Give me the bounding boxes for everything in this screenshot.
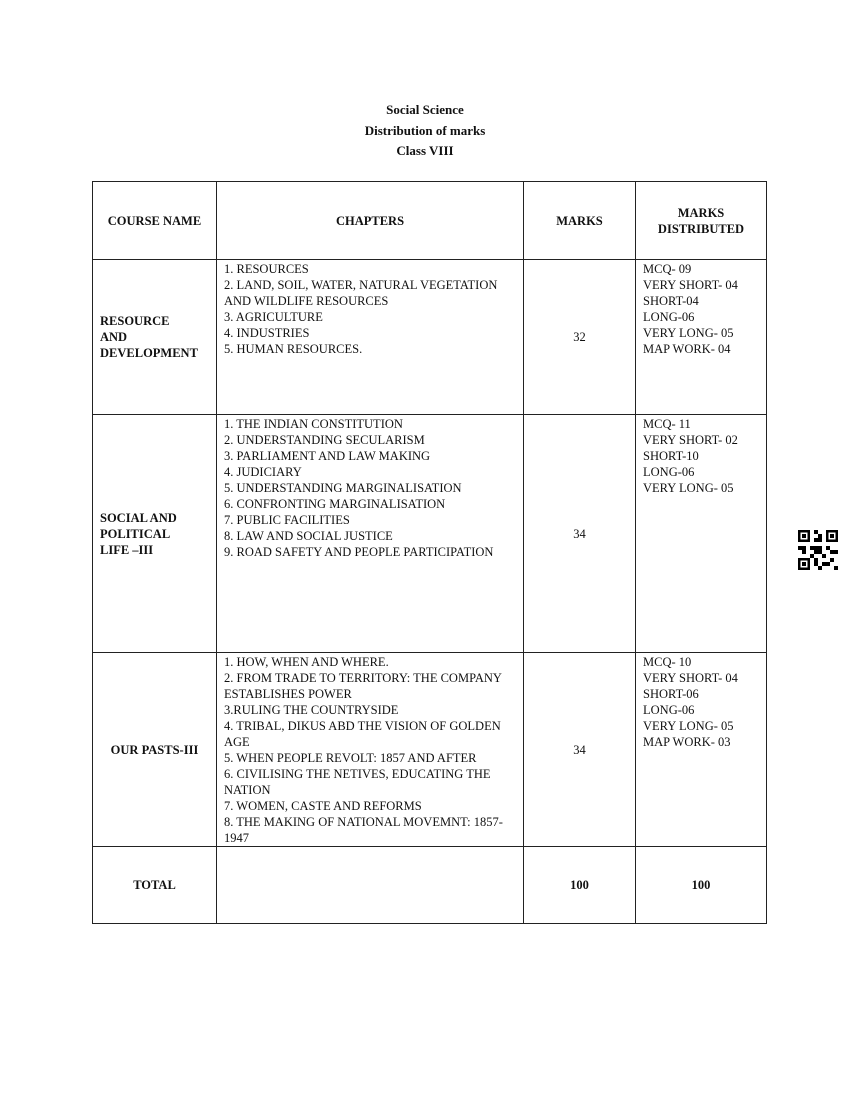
marks-distribution-table	[92, 181, 767, 924]
chapters-cell	[217, 260, 524, 415]
distribution-item: SHORT-10	[643, 449, 699, 463]
distribution-item: SHORT-04	[643, 294, 699, 308]
distribution-item: MAP WORK- 04	[643, 342, 731, 356]
chapter-item: 1. THE INDIAN CONSTITUTION	[224, 417, 403, 431]
distribution-cell	[636, 260, 767, 415]
distribution-item: VERY SHORT- 04	[643, 671, 738, 685]
chapter-item: 5. UNDERSTANDING MARGINALISATION	[224, 481, 462, 495]
distribution-item: MCQ- 11	[643, 417, 691, 431]
chapter-item: 1. HOW, WHEN AND WHERE.	[224, 655, 389, 669]
header-chapters: CHAPTERS	[217, 182, 524, 260]
course-name-line: OUR PASTS-III	[110, 742, 199, 757]
course-name-cell	[93, 260, 217, 415]
table-row	[93, 260, 767, 415]
course-name-line: RESOURCE	[100, 314, 170, 328]
distribution-item: MAP WORK- 03	[643, 735, 731, 749]
total-row	[93, 847, 767, 924]
distribution-item: SHORT-06	[643, 687, 699, 701]
subject-title: Social Science	[386, 102, 464, 117]
chapter-item: 7. PUBLIC FACILITIES	[224, 513, 350, 527]
chapter-item: 1. RESOURCES	[224, 262, 309, 276]
header-distributed-line2: DISTRIBUTED	[657, 221, 745, 236]
header-distributed-line1: MARKS	[677, 205, 725, 220]
table-header-row	[93, 182, 767, 260]
chapter-item: 9. ROAD SAFETY AND PEOPLE PARTICIPATION	[224, 545, 494, 559]
class-label: Class VIII	[396, 143, 454, 158]
total-marks: 100	[524, 847, 636, 924]
distribution-cell	[636, 415, 767, 653]
table-row	[93, 653, 767, 847]
chapters-cell	[217, 653, 524, 847]
document-heading: Distribution of marks	[364, 122, 486, 138]
distribution-item: VERY SHORT- 02	[643, 433, 738, 447]
distribution-item: LONG-06	[643, 465, 695, 479]
course-name-line: LIFE –III	[100, 542, 154, 557]
distribution-item: MCQ- 10	[643, 655, 692, 669]
chapter-item: 6. CIVILISING THE NETIVES, EDUCATING THE NATION	[224, 767, 491, 797]
distribution-cell	[636, 653, 767, 847]
header-marks: MARKS	[524, 182, 636, 260]
chapter-item: 2. FROM TRADE TO TERRITORY: THE COMPANY ESTABLISHES POWER	[224, 671, 502, 701]
chapter-item: 2. LAND, SOIL, WATER, NATURAL VEGETATION AND WILDLIFE RESOURCES	[224, 278, 498, 308]
course-name-line: POLITICAL	[100, 526, 171, 541]
distribution-item: VERY LONG- 05	[643, 719, 734, 733]
distribution-item: VERY SHORT- 04	[643, 278, 738, 292]
chapter-item: 6. CONFRONTING MARGINALISATION	[224, 497, 446, 511]
chapter-item: 5. WHEN PEOPLE REVOLT: 1857 AND AFTER	[224, 751, 477, 765]
chapters-cell	[217, 415, 524, 653]
total-distributed: 100	[636, 847, 767, 924]
chapter-item: 4. TRIBAL, DIKUS ABD THE VISION OF GOLDEN AGE	[224, 719, 501, 749]
total-label: TOTAL	[93, 847, 217, 924]
distribution-item: LONG-06	[643, 703, 695, 717]
chapter-item: 3.RULING THE COUNTRYSIDE	[224, 703, 399, 717]
chapter-item: 4. INDUSTRIES	[224, 326, 310, 340]
chapter-item: 8. LAW AND SOCIAL JUSTICE	[224, 529, 393, 543]
distribution-item: VERY LONG- 05	[643, 326, 734, 340]
chapter-item: 3. PARLIAMENT AND LAW MAKING	[224, 449, 431, 463]
chapter-item: 5. HUMAN RESOURCES.	[224, 342, 363, 356]
distribution-item: VERY LONG- 05	[643, 481, 734, 495]
qr-code-icon	[798, 530, 838, 570]
header-course-name: COURSE NAME	[93, 182, 217, 260]
course-name-cell	[93, 415, 217, 653]
chapter-item: 7. WOMEN, CASTE AND REFORMS	[224, 799, 422, 813]
table-row	[93, 415, 767, 653]
chapter-item: 2. UNDERSTANDING SECULARISM	[224, 433, 425, 447]
course-name-cell	[93, 653, 217, 847]
course-name-line: AND	[100, 330, 128, 344]
course-name-line: SOCIAL AND	[100, 510, 177, 525]
header-marks-distributed	[636, 182, 767, 260]
marks-cell: 34	[524, 653, 636, 847]
chapter-item: 8. THE MAKING OF NATIONAL MOVEMNT: 1857-1947	[224, 815, 503, 845]
chapter-item: 3. AGRICULTURE	[224, 310, 323, 324]
marks-cell: 34	[524, 415, 636, 653]
marks-cell: 32	[524, 260, 636, 415]
distribution-item: MCQ- 09	[643, 262, 692, 276]
distribution-item: LONG-06	[643, 310, 695, 324]
total-chapters-empty	[217, 847, 524, 924]
document-title-block	[0, 100, 850, 162]
chapter-item: 4. JUDICIARY	[224, 465, 302, 479]
course-name-line: DEVELOPMENT	[100, 346, 198, 360]
